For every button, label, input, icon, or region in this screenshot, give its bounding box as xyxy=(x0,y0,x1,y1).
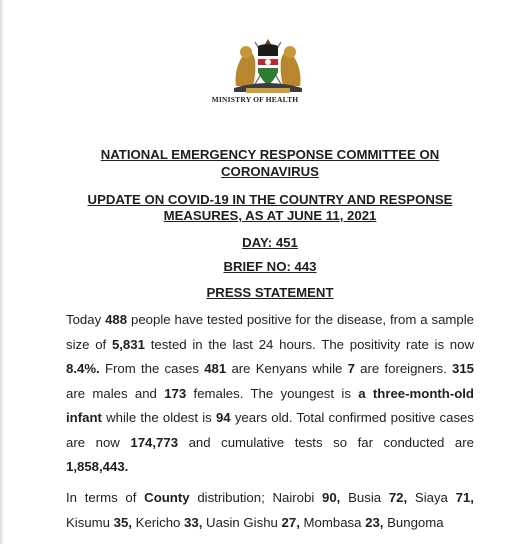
day-label: DAY: 451 xyxy=(242,235,298,250)
page-edge-shadow xyxy=(0,0,4,544)
press-statement-title: PRESS STATEMENT xyxy=(206,285,334,300)
update-heading-line2: MEASURES, AS AT JUNE 11, 2021 xyxy=(163,208,377,223)
committee-heading-line1: NATIONAL EMERGENCY RESPONSE COMMITTEE ON xyxy=(100,147,440,162)
update-heading-line1: UPDATE ON COVID-19 IN THE COUNTRY AND RESPONSE xyxy=(87,192,453,207)
kenya-coat-of-arms-icon xyxy=(228,38,308,94)
press-paragraph-1: Today 488 people have tested positive for the disease, from a sample size of 5,831 tested in the last 24 hours. The positivity rate is now 8.4%. From the cases 481 are Kenyans while 7 are foreigners. 315 are males and 173 females. The youngest is a three-month-old infant while the oldest is 94 years old. Total confirmed positive cases are now 174,773 and cumulative tests so far conducted are 1,858,443. xyxy=(66,312,474,474)
brief-number: BRIEF NO: 443 xyxy=(223,259,317,274)
committee-heading-line2: CORONAVIRUS xyxy=(221,164,319,179)
ministry-label: MINISTRY OF HEALTH xyxy=(211,95,299,104)
press-paragraph-2: In terms of County distribution; Nairobi 90, Busia 72, Siaya 71, Kisumu 35, Kericho 33, Uasin Gishu 27, Mombasa 23, Bungoma xyxy=(66,490,474,530)
